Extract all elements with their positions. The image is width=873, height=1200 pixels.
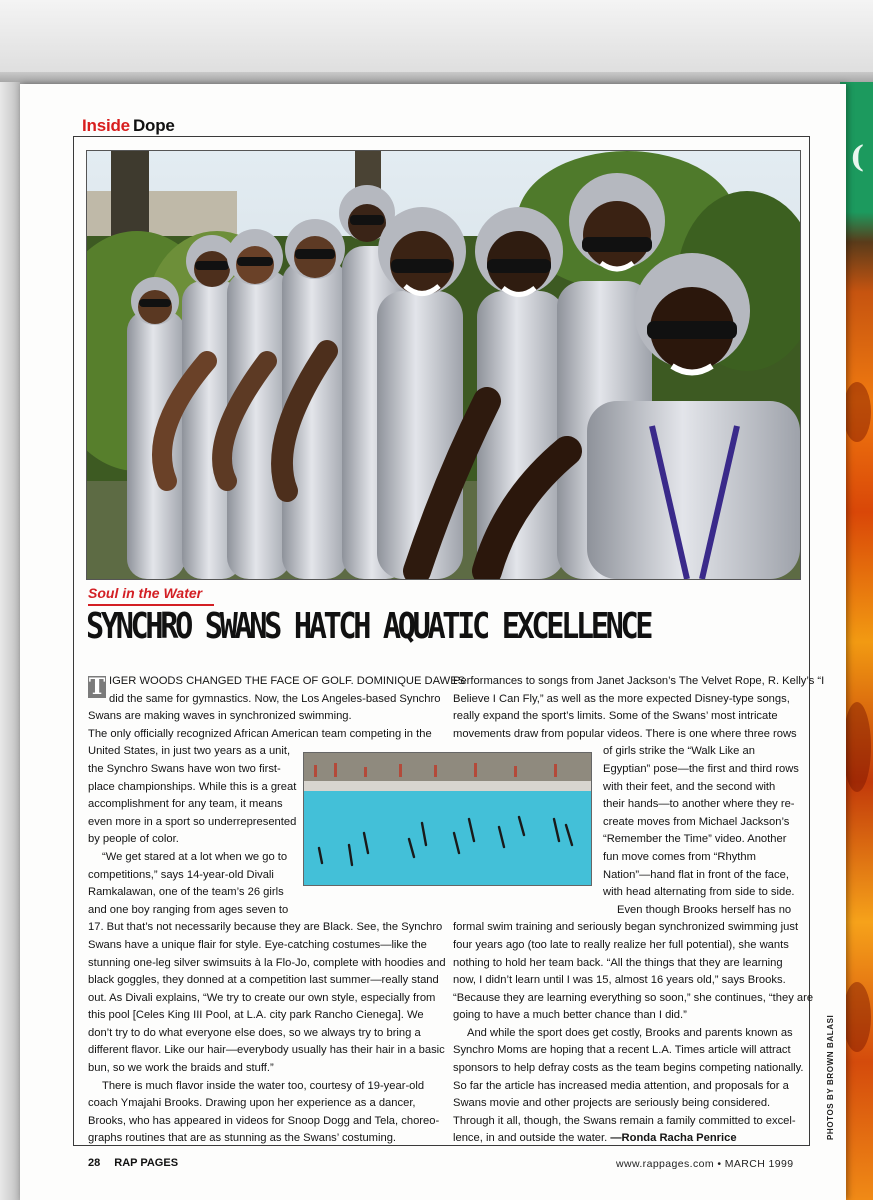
article-line: “Remember the Time” video. Another [603, 833, 787, 846]
article-line: lence, in and outside the water. —Ronda Racha Penrice [453, 1132, 737, 1145]
team-photo [86, 150, 801, 580]
article-line: really expand the sport’s limits. Some of the Swans’ most intricate [453, 710, 778, 723]
article-line: and one boy ranging from ages seven to [88, 903, 289, 916]
article-line: Even though Brooks herself has no [617, 903, 792, 916]
article-line: the Synchro Swans have won two first- [88, 762, 281, 775]
article-line: 17. But that’s not necessarily because they are Black. See, the Synchro [88, 921, 443, 934]
article-line: There is much flavor inside the water too, courtesy of 19-year-old [102, 1079, 425, 1092]
magazine-name: RAP PAGES [114, 1157, 179, 1169]
article-line: Ramkalawan, one of the team’s 26 girls [88, 886, 284, 899]
article-headline: SYNCHRO SWANS HATCH AQUATIC EXCELLENCE [86, 606, 651, 647]
article-line: “Because they are learning everything so soon,” she continues, “they are [453, 991, 814, 1004]
article-line: place championships. While this is a great [88, 780, 297, 793]
article-line: T IGER WOODS CHANGED THE FACE OF GOLF. DOMINIQUE DAWES [88, 674, 466, 700]
article-line: Swans have a unique flair for style. Eye-catching costumes—like the [88, 938, 427, 951]
article-line: Synchro Moms are hoping that a recent L.A. Times article will attract [453, 1044, 791, 1057]
article-kicker: Soul in the Water [88, 585, 203, 601]
binding-gutter [0, 82, 20, 1200]
article-line: graphs routines that are as stunning as the Swans’ costuming. [88, 1132, 397, 1145]
article-line: The only officially recognized African American team competing in the [88, 727, 432, 740]
article-line: Swans are making waves in synchronized swimming. [88, 710, 352, 723]
byline: —Ronda Racha Penrice [607, 1132, 737, 1145]
article-line: formal swim training and seriously began synchronized swimming just [453, 921, 799, 934]
drop-cap: T [88, 674, 106, 700]
article-line: So far the article has increased media attention, and proposals for a [453, 1079, 789, 1092]
article-line: of girls strike the “Walk Like an [603, 745, 755, 758]
article-line: different flavor. Like our hair—everybody usually has their hair in a basic [88, 1044, 445, 1057]
article-line: this pool [Celes King III Pool, at L.A. city park Rancho Cienega]. We [88, 1009, 424, 1022]
article-line: now, I didn’t learn until I was 15, almost 16 years old,” says Brooks. [453, 974, 786, 987]
footer-left [88, 1157, 178, 1169]
article-column-left [88, 673, 466, 1148]
article-line: Brooks, who has appeared in videos for Snoop Dogg and Tela, choreo- [88, 1114, 440, 1127]
article-line: Egyptian” pose—the first and third rows [603, 762, 799, 775]
article-line: out. As Divali explains, “We try to create our own style, especially from [88, 991, 436, 1004]
facing-page-edge: ( [840, 82, 873, 1200]
article-line: with their feet, and the second with [603, 780, 776, 793]
article-line: going to have a much better chance than I did.” [453, 1009, 687, 1022]
article-line: Performances to songs from Janet Jackson’s The Velvet Rope, R. Kelly’s “I [453, 675, 825, 687]
photo-credit: PHOTOS BY BROWN BALASI [826, 1014, 835, 1140]
article-line: Nation”—hand flat in front of the face, [603, 868, 789, 881]
article-line: Swans movie and other projects are seriously being considered. [453, 1097, 771, 1110]
article-line: bun, so we work the braids and stuff.” [88, 1062, 274, 1075]
article-line: coach Ymajahi Brooks. Drawing upon her experience as a dancer, [88, 1097, 416, 1110]
article-line: And while the sport does get costly, Brooks and parents known as [467, 1026, 793, 1039]
article-line: Believe I Can Fly,” as well as the more expected Disney-type songs, [453, 692, 790, 705]
article-line: Through it all, though, the Swans remain a family committed to excel- [453, 1114, 796, 1127]
article-line: black goggles, they donned at a competition last summer—really stand [88, 974, 439, 987]
section-label-inside: Inside [82, 116, 130, 135]
article-line: nothing to hold her team back. “All the things that they are learning [453, 956, 783, 969]
article-line: stunning one-leg silver swimsuits à la Flo-Jo, complete with hoodies and [88, 956, 446, 969]
article-line: accomplishment for any team, it means [88, 798, 283, 811]
article-line: competitions,” says 14-year-old Divali [88, 868, 274, 881]
article-line: by people of color. [88, 833, 179, 846]
article-column-right [453, 673, 825, 1148]
page-number: 28 [88, 1157, 101, 1169]
article-line: “We get stared at a lot when we go to [102, 850, 288, 863]
section-label-dope: Dope [132, 116, 175, 135]
article-line: did the same for gymnastics. Now, the Los Angeles-based Synchro [109, 692, 441, 705]
section-label [82, 116, 175, 136]
footer-url-date: www.rappages.com • MARCH 1999 [616, 1158, 794, 1170]
article-line: even more in a sport so underrepresented [88, 815, 297, 828]
article-line: four years ago (too late to really realize her full potential), she wants [453, 938, 789, 951]
article-line: create moves from Michael Jackson’s [603, 815, 790, 828]
article-line: United States, in just two years as a unit, [88, 745, 291, 758]
scan-background [0, 0, 873, 82]
article-line: fun move comes from “Rhythm [603, 850, 756, 863]
article-line: their hands—to another where they re- [603, 798, 795, 811]
article-line: with head alternating from side to side. [603, 886, 795, 899]
article-line: don’t try to do what everyone else does, so we always try to bring a [88, 1026, 421, 1039]
article-line: movements draw from popular videos. There is one where three rows [453, 727, 797, 740]
article-line: sponsors to help defray costs as the team begins competing nationally. [453, 1062, 804, 1075]
